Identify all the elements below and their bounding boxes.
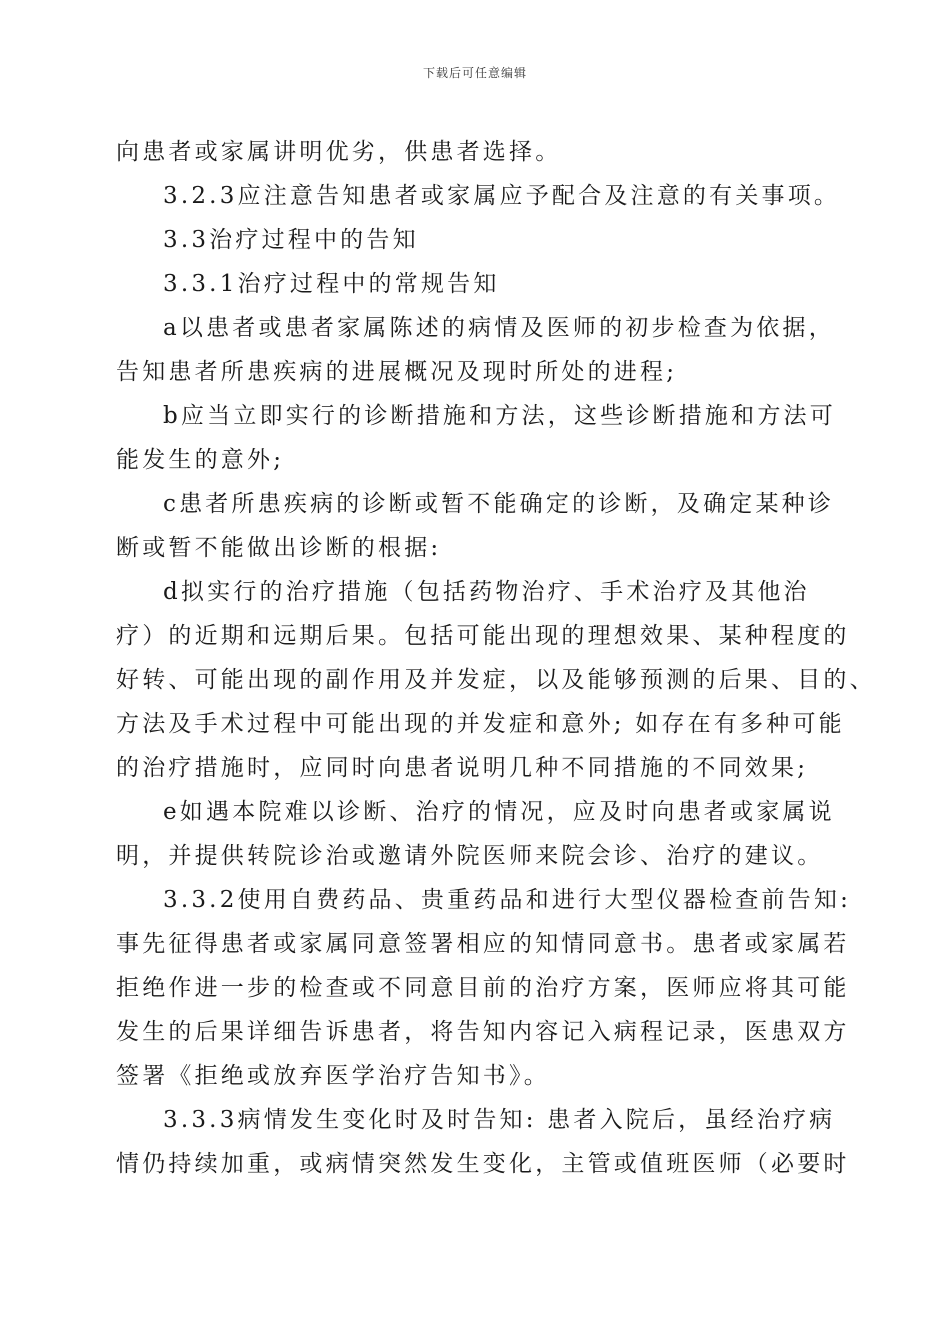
text-line: 好转、可能出现的副作用及并发症，以及能够预测的后果、目的、 xyxy=(116,667,876,693)
text-line: 3.3.3病情发生变化时及时告知: 患者入院后，虽经治疗病 xyxy=(163,1107,836,1133)
text-line: 断或暂不能做出诊断的根据: xyxy=(116,535,442,561)
text-line: 明，并提供转院诊治或邀请外院医师来院会诊、治疗的建议。 xyxy=(116,843,824,869)
text-line: 方法及手术过程中可能出现的并发症和意外; 如存在有多种可能 xyxy=(116,711,845,737)
text-line: c患者所患疾病的诊断或暂不能确定的诊断，及确定某种诊 xyxy=(163,491,835,517)
text-line: 签署《拒绝或放弃医学治疗告知书》。 xyxy=(116,1063,550,1089)
text-line: 情仍持续加重，或病情突然发生变化，主管或值班医师（必要时 xyxy=(116,1151,850,1177)
text-line: 3.3.2使用自费药品、贵重药品和进行大型仪器检查前告知: xyxy=(163,887,852,913)
text-line: e如遇本院难以诊断、治疗的情况，应及时向患者或家属说 xyxy=(163,799,835,825)
text-line: 的治疗措施时，应同时向患者说明几种不同措施的不同效果; xyxy=(116,755,809,781)
text-line: 拒绝作进一步的检查或不同意目前的治疗方案，医师应将其可能 xyxy=(116,975,850,1001)
text-line: 疗）的近期和远期后果。包括可能出现的理想效果、某种程度的 xyxy=(116,623,850,649)
text-line: 3.2.3应注意告知患者或家属应予配合及注意的有关事项。 xyxy=(163,183,841,209)
text-line: 事先征得患者或家属同意签署相应的知情同意书。患者或家属若 xyxy=(116,931,850,957)
section-heading: 3.3治疗过程中的告知 xyxy=(163,227,419,253)
text-line: b应当立即实行的诊断措施和方法，这些诊断措施和方法可 xyxy=(163,403,836,429)
subsection-heading: 3.3.1治疗过程中的常规告知 xyxy=(163,271,500,297)
text-line: 发生的后果详细告诉患者，将告知内容记入病程记录，医患双方 xyxy=(116,1019,850,1045)
text-line: a以患者或患者家属陈述的病情及医师的初步检查为依据， xyxy=(163,315,835,341)
text-line: d拟实行的治疗措施（包括药物治疗、手术治疗及其他治 xyxy=(163,579,810,605)
text-line: 告知患者所患疾病的进展概况及现时所处的进程; xyxy=(116,359,678,385)
header-note: 下载后可任意编辑 xyxy=(422,66,527,80)
text-line: 能发生的意外; xyxy=(116,447,285,473)
document-body xyxy=(116,130,876,1186)
text-line: 向患者或家属讲明优劣，供患者选择。 xyxy=(116,139,562,165)
